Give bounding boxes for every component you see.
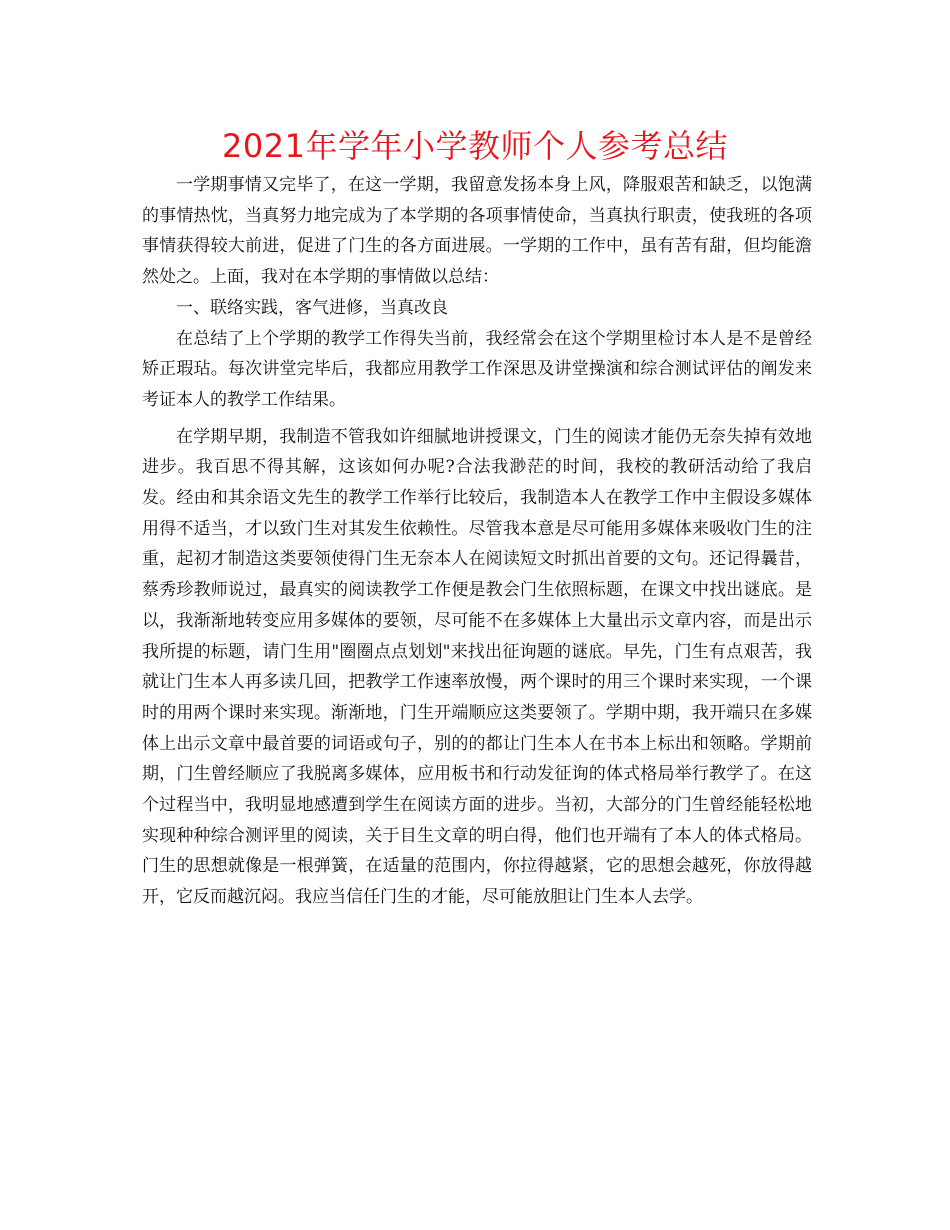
- body-paragraph: 在学期早期，我制造不管我如许细腻地讲授课文，门生的阅读才能仍无奈失掉有效地进步。我百思不得其解，这该如何办呢?合法我渺茫的时间，我校的教研活动给了我启发。经由和其余语文先生的教学工作举行比较后，我制造本人在教学工作中主假设多媒体用得不适当，才以致门生对其发生依赖性。尽管我本意是尽可能用多媒体来吸收门生的注重，起初才制造这类要领使得门生无奈本人在阅读短文时抓出首要的文句。还记得曩昔，蔡秀珍教师说过，最真实的阅读教学工作便是教会门生依照标题，在课文中找出谜底。是以，我渐渐地转变应用多媒体的要领，尽可能不在多媒体上大量出示文章内容，而是出示我所提的标题，请门生用"圈圈点点划划"来找出征询题的谜底。早先，门生有点艰苦，我就让门生本人再多读几回，把教学工作速率放慢，两个课时的用三个课时来实现，一个课时的用两个课时来实现。渐渐地，门生开端顺应这类要领了。学期中期，我开端只在多媒体上出示文章中最首要的词语或句子，别的的都让门生本人在书本上标出和领略。学期前期，门生曾经顺应了我脱离多媒体，应用板书和行动发征询的体式格局举行教学了。在这个过程当中，我明显地感遭到学生在阅读方面的进步。当初，大部分的门生曾经能轻松地实现种种综合测评里的阅读，关于目生文章的明白得，他们也开端有了本人的体式格局。门生的思想就像是一根弹簧，在适量的范围内，你拉得越紧，它的思想会越死，你放得越开，它反而越沉闷。我应当信任门生的才能，尽可能放胆让门生本人去学。: [142, 426, 812, 908]
- intro-paragraph: 一学期事情又完毕了，在这一学期，我留意发扬本身上风，降服艰苦和缺乏，以饱满的事情热忱，当真努力地完成为了本学期的各项事情使命，当真执行职责，使我班的各项事情获得较大前进，促进了门生的各方面进展。一学期的工作中，虽有苦有甜，但均能澹然处之。上面，我对在本学期的事情做以总结：: [142, 175, 812, 288]
- document-body: [142, 170, 812, 913]
- document-title: 2021年学年小学教师个人参考总结: [222, 127, 728, 165]
- section-heading-1: 一、联络实践，客气进修，当真改良: [176, 297, 448, 318]
- body-paragraph: 在总结了上个学期的教学工作得失当前，我经常会在这个学期里检讨本人是不是曾经矫正瑕玷。每次讲堂完毕后，我都应用教学工作深思及讲堂操演和综合测试评估的阐发来考证本人的教学工作结果。: [142, 328, 812, 410]
